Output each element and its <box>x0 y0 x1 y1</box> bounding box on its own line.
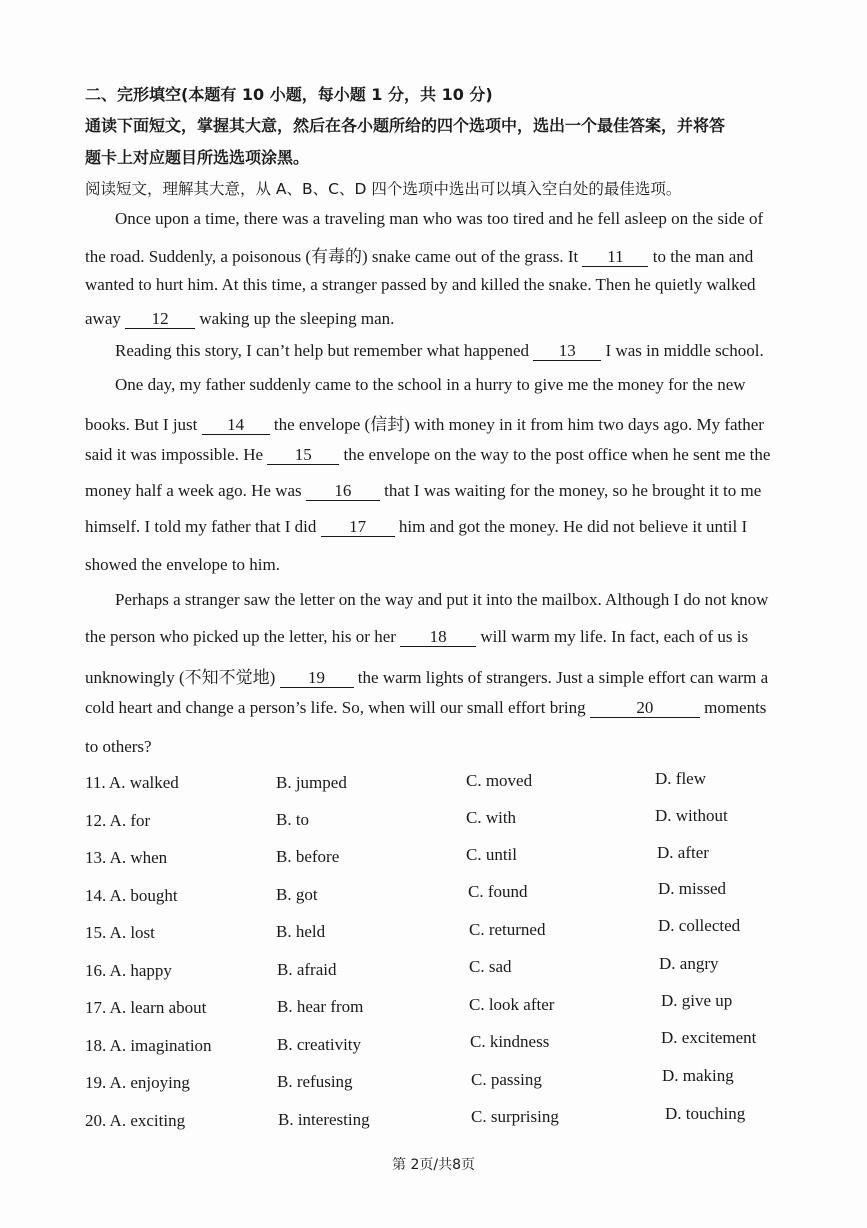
option-d: D. give up <box>661 991 733 1010</box>
passage-line <box>85 445 770 465</box>
option-a: 20. A. exciting <box>85 1111 186 1130</box>
option-a: 14. A. bought <box>85 886 178 905</box>
option-c: C. sad <box>469 957 512 976</box>
passage-text: said it was impossible. He <box>85 445 268 464</box>
option-b: B. held <box>276 922 326 941</box>
blank-18: 18 <box>400 628 476 647</box>
option-b: B. refusing <box>277 1072 353 1091</box>
passage-line: Once upon a time, there was a traveling man who was too tired and he fell asleep on the side of <box>115 209 764 228</box>
passage-line <box>115 341 764 361</box>
option-b: B. interesting <box>278 1110 370 1129</box>
option-c: C. passing <box>471 1070 542 1089</box>
option-b: B. before <box>276 847 340 866</box>
option-d: D. excitement <box>661 1028 757 1047</box>
passage-line <box>85 309 394 329</box>
passage-text: Reading this story, I can’t help but remember what happened <box>115 341 534 360</box>
option-c: C. with <box>466 808 517 827</box>
passage-text: the envelope (信封) with money in it from him two days ago. My father <box>269 415 764 434</box>
directions: 阅读短文，理解其大意，从 A、B、C、D 四个选项中选出可以填入空白处的最佳选项。 <box>85 180 682 198</box>
passage-line: One day, my father suddenly came to the school in a hurry to give me the money for the new <box>115 375 746 394</box>
passage-line: wanted to hurt him. At this time, a stranger passed by and killed the snake. Then he quietly walked <box>85 275 756 294</box>
option-b: B. creativity <box>277 1035 362 1054</box>
passage-text: that I was waiting for the money, so he brought it to me <box>379 481 762 500</box>
option-a: 13. A. when <box>85 848 168 867</box>
passage-line <box>85 627 748 647</box>
passage-text: him and got the money. He did not believe it until I <box>394 517 748 536</box>
page-footer: 第 2页/共8页 <box>392 1157 475 1173</box>
blank-12: 12 <box>125 310 195 329</box>
option-d: D. touching <box>665 1104 746 1123</box>
passage-text: books. But I just <box>85 415 202 434</box>
passage-text: money half a week ago. He was <box>85 481 306 500</box>
passage-line <box>85 698 766 718</box>
option-d: D. angry <box>659 954 719 973</box>
passage-text: away <box>85 309 126 328</box>
passage-text: the warm lights of strangers. Just a simple effort can warm a <box>353 668 769 687</box>
option-a: 11. A. walked <box>85 773 179 792</box>
passage-line: Perhaps a stranger saw the letter on the way and put it into the mailbox. Although I do not know <box>115 590 769 609</box>
option-b: B. jumped <box>276 773 347 792</box>
blank-20: 20 <box>590 699 700 718</box>
passage-text: moments <box>699 698 767 717</box>
instruction-line-2: 题卡上对应题目所选选项涂黑。 <box>85 148 310 167</box>
option-a: 19. A. enjoying <box>85 1073 190 1092</box>
option-a: 15. A. lost <box>85 923 155 942</box>
option-d: D. after <box>657 843 709 862</box>
passage-text: the envelope on the way to the post office when he sent me the <box>339 445 771 464</box>
blank-19: 19 <box>280 669 354 688</box>
blank-14: 14 <box>202 416 270 435</box>
blank-16: 16 <box>306 482 380 501</box>
section-title: 二、完形填空(本题有 10 小题，每小题 1 分，共 10 分) <box>85 85 493 104</box>
passage-text: will warm my life. In fact, each of us is <box>476 627 749 646</box>
option-b: B. to <box>276 810 310 829</box>
passage-line <box>85 242 753 267</box>
blank-13: 13 <box>533 342 601 361</box>
passage-line <box>85 517 747 537</box>
option-c: C. surprising <box>471 1107 559 1126</box>
option-d: D. making <box>662 1066 734 1085</box>
passage-text: the person who picked up the letter, his or her <box>85 627 401 646</box>
option-a: 16. A. happy <box>85 961 172 980</box>
option-b: B. got <box>276 885 318 904</box>
option-a: 12. A. for <box>85 811 151 830</box>
blank-11: 11 <box>582 248 648 267</box>
passage-line <box>85 410 764 435</box>
passage-line <box>85 663 768 688</box>
passage-text: cold heart and change a person’s life. So, when will our small effort bring <box>85 698 590 717</box>
option-a: 17. A. learn about <box>85 998 207 1017</box>
option-c: C. look after <box>469 995 555 1014</box>
option-d: D. missed <box>658 879 726 898</box>
option-d: D. collected <box>658 916 741 935</box>
passage-text: waking up the sleeping man. <box>195 309 395 328</box>
passage-text: the road. Suddenly, a poisonous (有毒的) snake came out of the grass. It <box>85 247 583 266</box>
option-c: C. kindness <box>470 1032 550 1051</box>
passage-text: to the man and <box>648 247 754 266</box>
option-d: D. flew <box>655 769 706 788</box>
passage-line: showed the envelope to him. <box>85 555 280 574</box>
passage-line: to others? <box>85 737 152 756</box>
option-d: D. without <box>655 806 728 825</box>
option-c: C. returned <box>469 920 546 939</box>
option-a: 18. A. imagination <box>85 1036 212 1055</box>
option-c: C. until <box>466 845 518 864</box>
option-c: C. found <box>468 882 528 901</box>
option-b: B. hear from <box>277 997 364 1016</box>
instruction-line-1: 通读下面短文，掌握其大意，然后在各小题所给的四个选项中，选出一个最佳答案，并将答 <box>85 116 726 135</box>
passage-text: himself. I told my father that I did <box>85 517 321 536</box>
blank-15: 15 <box>267 446 339 465</box>
passage-text: unknowingly (不知不觉地) <box>85 668 280 687</box>
blank-17: 17 <box>321 518 395 537</box>
passage-text: I was in middle school. <box>601 341 764 360</box>
option-b: B. afraid <box>277 960 337 979</box>
passage-line <box>85 481 761 501</box>
option-c: C. moved <box>466 771 533 790</box>
